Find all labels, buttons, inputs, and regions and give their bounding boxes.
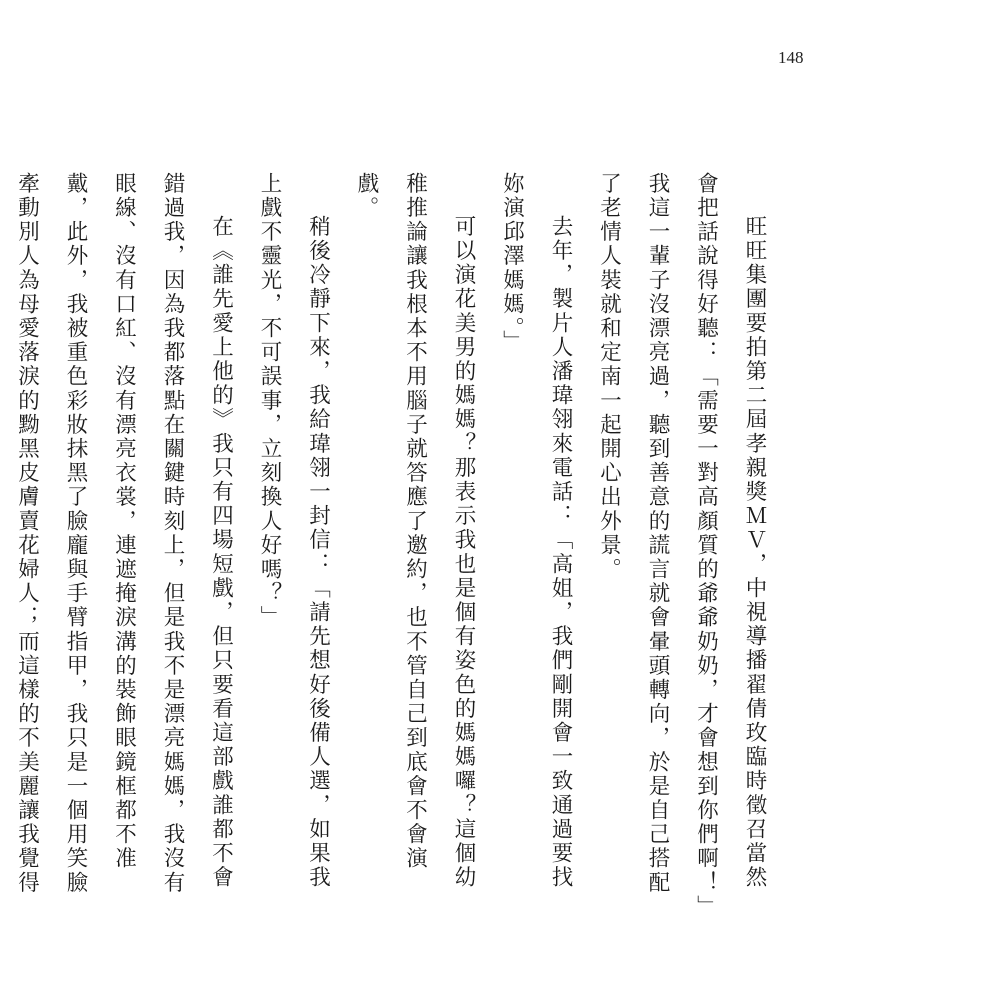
paragraph: 旺旺集團要拍第二屆孝親獎ＭＶ，中視導播翟倩玫臨時徵召當然會把話說得好聽：「需要一對高顏質的爺爺奶奶，才會想到你們啊！」我這一輩子沒漂亮過，聽到善意的謊言就會暈頭轉向，於是自己搭配了老情人裝就和定南一起開心出外景。 — [596, 172, 767, 909]
paragraph: 可以演花美男的媽媽？那表示我也是個有姿色的媽媽囉？這個幼稚推論讓我根本不用腦子就答應了邀約，也不管自己到底會不會演戲。 — [354, 172, 476, 890]
paragraph: 稍後冷靜下來，我給瑋翎一封信：「請先想好後備人選，如果我上戲不靈光，不可誤事，立刻換人好嗎？」 — [257, 172, 331, 890]
paragraph: 在《誰先愛上他的》我只有四場短戲，但只要看這部戲誰都不會錯過我，因為我都落點在關鍵時刻上，但是我不是漂亮媽媽，我沒有眼線、沒有口紅、沒有漂亮衣裳，連遮掩淚溝的裝飾眼鏡框都不准戴，此外，我被重色彩妝抹黑了臉龐與手臂指甲，我只是一個用笑臉牽動別人為母愛落淚的黝黑皮膚賣花婦人；而這樣的不美麗讓我覺得 — [14, 172, 234, 895]
body-text — [0, 172, 778, 912]
paragraph: 去年，製片人潘瑋翎來電話：「高姐，我們剛開會一致通過要找妳演邱澤媽媽。」 — [499, 172, 573, 890]
page-number: 148 — [778, 48, 804, 67]
